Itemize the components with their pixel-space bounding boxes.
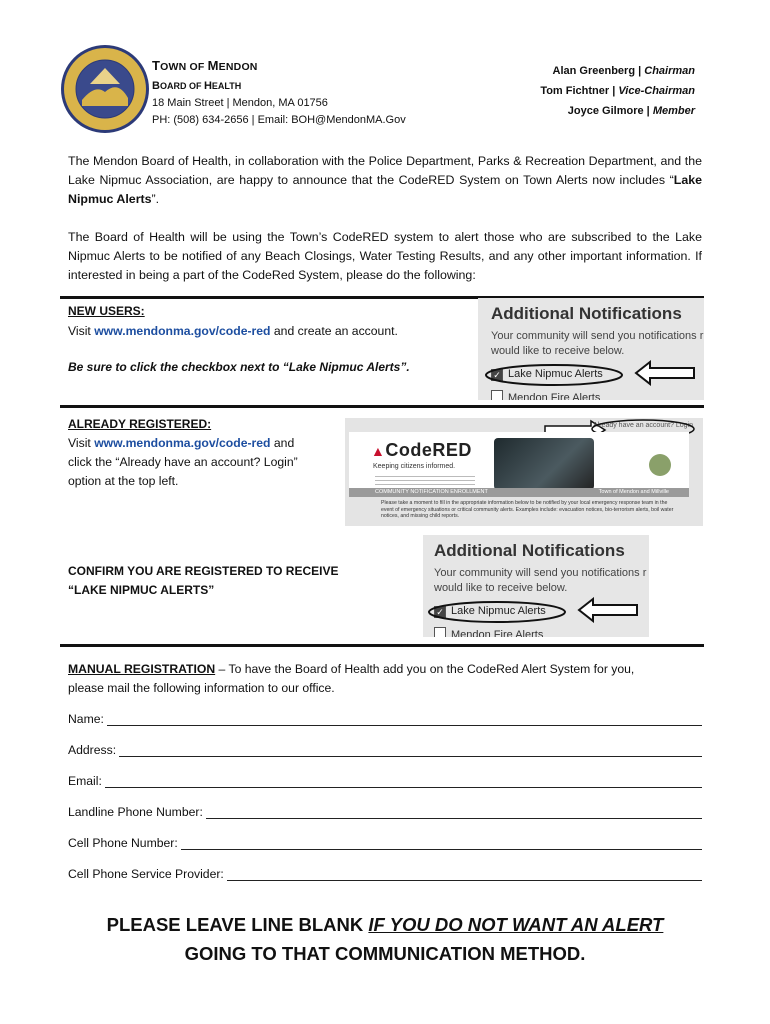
lake-nipmuc-checkbox[interactable]: ✓ Lake Nipmuc Alerts bbox=[434, 605, 546, 618]
contact-info: PH: (508) 634-2656 | Email: BOH@MendonMA.Gov bbox=[152, 114, 406, 126]
notifications-screenshot bbox=[478, 298, 704, 400]
intro-paragraph-1: The Mendon Board of Health, in collaboration with the Police Department, Parks & Recreation Department, and the Lake Nipmuc Association, are happy to announce that the CodeRED System on Town Alerts now includes “Lake Nipmuc Alerts”. bbox=[68, 154, 702, 206]
town-name: TOWN OF MENDON bbox=[152, 58, 258, 73]
fine-print bbox=[375, 473, 475, 487]
codered-logo-icon: ▲ bbox=[371, 443, 386, 459]
already-registered-title: ALREADY REGISTERED: bbox=[68, 417, 212, 431]
town-seal bbox=[60, 44, 150, 134]
section-divider bbox=[60, 405, 704, 408]
lake-nipmuc-checkbox[interactable]: ✓ Lake Nipmuc Alerts bbox=[491, 368, 603, 381]
arrow-left-icon bbox=[577, 597, 641, 623]
manual-registration-text: MANUAL REGISTRATION – To have the Board of Health add you on the CodeRed Alert System for you, please mail the following information to our office. bbox=[68, 662, 635, 695]
codered-screenshot bbox=[345, 418, 703, 526]
already-registered-instruction: Visit www.mendonma.gov/code-red and click the “Already have an account? Login” option at the top left. bbox=[68, 436, 298, 488]
name-field[interactable]: Name: bbox=[68, 712, 702, 726]
officers-list bbox=[540, 61, 695, 121]
login-link[interactable]: Already have an account? Login bbox=[593, 422, 694, 429]
section-divider bbox=[60, 644, 704, 647]
new-users-instruction: Visit www.mendonma.gov/code-red and create an account. bbox=[68, 324, 398, 338]
manual-registration-title: MANUAL REGISTRATION bbox=[68, 662, 216, 676]
highlight-ellipse bbox=[425, 599, 575, 625]
checkbox-checked-icon: ✓ bbox=[491, 369, 503, 381]
officer: Tom Fichtner | Vice-Chairman bbox=[540, 85, 695, 97]
arrow-left-icon bbox=[634, 360, 698, 386]
checkbox-checked-icon: ✓ bbox=[434, 606, 446, 618]
checkbox-empty-icon bbox=[491, 390, 503, 400]
new-users-title: NEW USERS: bbox=[68, 304, 145, 318]
code-red-link[interactable]: www.mendonma.gov/code-red bbox=[94, 436, 271, 450]
board-name: BOARD OF HEALTH bbox=[152, 80, 242, 92]
officer: Joyce Gilmore | Member bbox=[567, 105, 695, 117]
codered-banner bbox=[349, 432, 689, 492]
enrollment-text: Please take a moment to fill in the appropriate information below to be notified by your local emergency response team in the event of emergency situations or critical community alerts. Examples include: evacuation notices, bio-terrorism alerts, boil water notices, and missing child reports. bbox=[381, 500, 674, 519]
highlight-ellipse bbox=[482, 362, 632, 388]
notifications-title: Additional Notifications bbox=[491, 304, 682, 323]
notifications-title: Additional Notifications bbox=[434, 541, 625, 560]
code-red-link[interactable]: www.mendonma.gov/code-red bbox=[94, 324, 271, 338]
cell-phone-field[interactable]: Cell Phone Number: bbox=[68, 836, 702, 850]
confirm-heading: CONFIRM YOU ARE REGISTERED TO RECEIVE “LAKE NIPMUC ALERTS” bbox=[68, 564, 339, 597]
intro-paragraph-2: The Board of Health will be using the Town’s CodeRED system to alert those who are subscribed to the Lake Nipmuc Alerts to be notified of any Beach Closings, Water Testing Results, and any other important information. If interested in being a part of the CodeRed System, please do the following: bbox=[68, 230, 702, 282]
checkbox-note: Be sure to click the checkbox next to “Lake Nipmuc Alerts”. bbox=[68, 360, 410, 374]
email-field[interactable]: Email: bbox=[68, 774, 702, 788]
notifications-text: Your community will send you notifications r would like to receive below. bbox=[434, 567, 647, 594]
codered-tagline: Keeping citizens informed. bbox=[373, 463, 456, 470]
mendon-fire-checkbox[interactable]: Mendon Fire Alerts bbox=[491, 390, 600, 400]
checkbox-empty-icon bbox=[434, 627, 446, 637]
notifications-screenshot bbox=[423, 535, 649, 637]
address: 18 Main Street | Mendon, MA 01756 bbox=[152, 97, 328, 109]
address-field[interactable]: Address: bbox=[68, 743, 702, 757]
notifications-text: Your community will send you notifications r would like to receive below. bbox=[491, 330, 704, 357]
town-seal-small bbox=[649, 454, 671, 476]
mendon-fire-checkbox[interactable]: Mendon Fire Alerts bbox=[434, 627, 543, 637]
footer-notice: PLEASE LEAVE LINE BLANK IF YOU DO NOT WANT AN ALERT GOING TO THAT COMMUNICATION METHOD. bbox=[106, 914, 664, 964]
codered-logo: ▲CodeRED bbox=[371, 440, 472, 460]
cell-provider-field[interactable]: Cell Phone Service Provider: bbox=[68, 867, 702, 881]
landline-phone-field[interactable]: Landline Phone Number: bbox=[68, 805, 702, 819]
phone-image bbox=[494, 438, 594, 490]
enrollment-bar: COMMUNITY NOTIFICATION ENROLLMENT Town of Mendon and Millville bbox=[349, 488, 689, 497]
officer: Alan Greenberg | Chairman bbox=[552, 65, 695, 77]
